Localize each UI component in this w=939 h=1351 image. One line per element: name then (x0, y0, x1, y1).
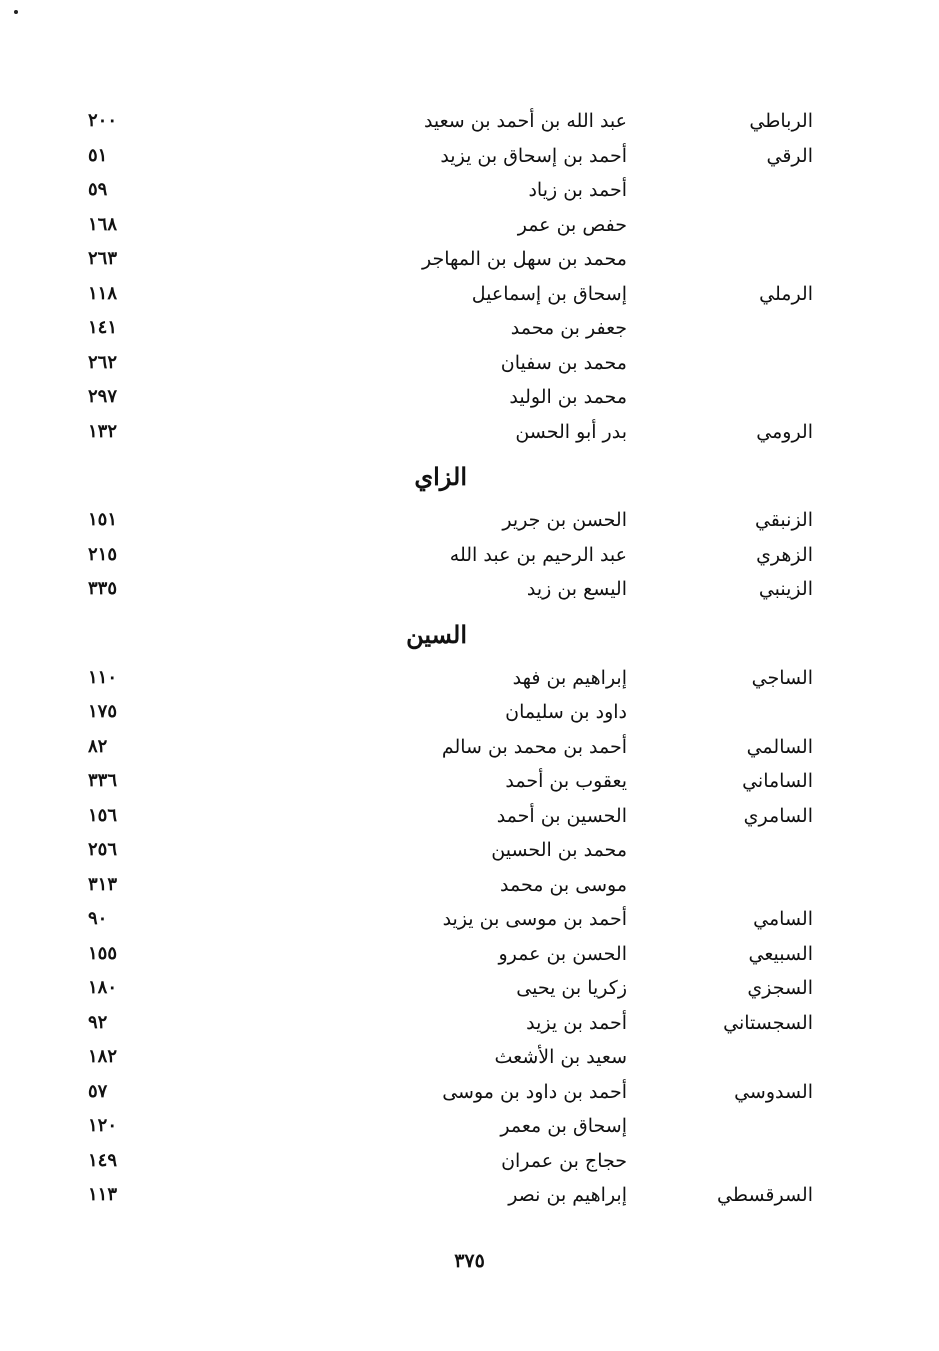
entry-name: عبد الله بن أحمد بن سعيد (423, 110, 627, 132)
entry-name: زكريا بن يحيى (516, 977, 627, 999)
entry-name: الحسين بن أحمد (496, 804, 627, 827)
entry-nisba: الساجي (751, 666, 813, 689)
entry-name: سعيد بن الأشعث (494, 1046, 627, 1068)
entry-page-ref: ١٥٥ (88, 942, 118, 964)
entry-nisba: الزينبي (758, 578, 813, 600)
entry-name: أحمد بن موسى بن يزيد (442, 908, 627, 930)
entry-nisba: الزهري (756, 543, 813, 566)
entry-nisba: الرومي (756, 420, 813, 443)
entry-name: محمد بن الحسين (491, 839, 627, 861)
entry-name: حجاج بن عمران (501, 1149, 627, 1172)
entry-page-ref: ١٦٨ (88, 213, 118, 235)
index-entry-row (0, 538, 939, 573)
entry-page-ref: ٢١٥ (88, 543, 118, 565)
index-entry-row (0, 173, 939, 208)
entry-page-ref: ٢٦٢ (88, 351, 118, 373)
entry-page-ref: ١٧٥ (88, 701, 118, 722)
entry-nisba: الساماني (742, 770, 813, 792)
entry-name: موسى بن محمد (500, 873, 627, 896)
index-entry-row (0, 661, 939, 696)
entry-page-ref: ٣٣٥ (88, 578, 118, 599)
entry-nisba: الزنبقي (754, 509, 813, 531)
entry-page-ref: ١٥٦ (88, 804, 118, 826)
index-entry-row (0, 1006, 939, 1041)
entry-name: جعفر بن محمد (510, 317, 627, 339)
index-entry-row (0, 380, 939, 415)
entry-name: حفص بن عمر (517, 213, 627, 236)
entry-nisba: السجزي (747, 977, 813, 999)
entry-page-ref: ١١٣ (88, 1184, 118, 1205)
entry-name: بدر أبو الحسن (515, 420, 627, 443)
index-entry-row (0, 1075, 939, 1110)
index-entry-row (0, 346, 939, 381)
entry-nisba: الرقي (766, 144, 813, 167)
entry-name: إسحاق بن معمر (500, 1115, 627, 1137)
section-heading-text: السين (406, 619, 467, 649)
index-page (0, 104, 939, 1213)
entry-page-ref: ٥٧ (88, 1080, 108, 1102)
entry-name: اليسع بن زيد (526, 578, 627, 600)
entry-nisba: السجستاني (723, 1011, 813, 1034)
section-heading-text: الزاي (414, 462, 467, 491)
entry-name: داود بن سليمان (505, 701, 627, 723)
entry-name: الحسن بن عمرو (498, 942, 627, 965)
index-entry-row (0, 277, 939, 312)
index-entry-row (0, 799, 939, 834)
entry-page-ref: ١١٨ (88, 282, 118, 304)
index-entry-row (0, 415, 939, 450)
corner-mark (14, 10, 18, 14)
entry-nisba: الرملي (759, 282, 813, 305)
entry-page-ref: ٩٢ (88, 1011, 108, 1033)
entry-name: أحمد بن إسحاق بن يزيد (440, 144, 627, 167)
entry-name: يعقوب بن أحمد (505, 770, 627, 792)
entry-page-ref: ١٨٢ (88, 1046, 118, 1067)
index-entry-row (0, 503, 939, 538)
entry-name: محمد بن سهل بن المهاجر (422, 248, 627, 270)
entry-name: محمد بن سفيان (500, 351, 627, 374)
entry-page-ref: ١٣٢ (88, 420, 118, 442)
entry-page-ref: ٢٠٠ (88, 110, 118, 131)
entry-page-ref: ٣١٣ (88, 873, 118, 895)
index-entry-row (0, 868, 939, 903)
entry-page-ref: ١٤٩ (88, 1149, 118, 1171)
index-entry-row (0, 1144, 939, 1179)
index-entry-row (0, 311, 939, 346)
index-entry-row (0, 833, 939, 868)
entry-page-ref: ٨٢ (88, 735, 108, 757)
entry-nisba: السالمي (746, 735, 813, 758)
entry-page-ref: ٣٣٦ (88, 770, 118, 791)
entry-nisba: السامري (743, 804, 813, 827)
index-entry-row (0, 104, 939, 139)
entry-page-ref: ٢٦٣ (88, 248, 118, 269)
entry-page-ref: ١١٠ (88, 666, 118, 688)
page-number: ٣٧٥ (454, 1250, 485, 1272)
index-entry-row (0, 937, 939, 972)
index-entry-row (0, 730, 939, 765)
index-entry-row (0, 764, 939, 799)
entry-nisba: السبيعي (748, 942, 813, 965)
entry-name: أحمد بن زياد (528, 179, 627, 201)
index-entry-row (0, 902, 939, 937)
index-entry-row (0, 1109, 939, 1144)
index-entry-row (0, 1178, 939, 1213)
index-entry-row (0, 242, 939, 277)
entry-page-ref: ٢٥٦ (88, 839, 118, 860)
entry-page-ref: ٥٩ (88, 179, 108, 200)
entry-name: أحمد بن داود بن موسى (442, 1080, 627, 1103)
entry-page-ref: ٩٠ (88, 908, 108, 929)
index-entry-row (0, 139, 939, 174)
entry-page-ref: ٢٩٧ (88, 386, 118, 407)
entry-name: محمد بن الوليد (509, 386, 627, 408)
entry-page-ref: ١٤١ (88, 317, 118, 338)
entry-nisba: السدوسي (734, 1080, 813, 1103)
entry-name: أحمد بن محمد بن سالم (441, 735, 627, 758)
entry-page-ref: ١٢٠ (88, 1115, 118, 1136)
entry-name: إبراهيم بن فهد (512, 666, 627, 689)
entry-page-ref: ١٨٠ (88, 977, 118, 998)
entry-name: عبد الرحيم بن عبد الله (449, 543, 627, 566)
entry-name: أحمد بن يزيد (526, 1011, 627, 1034)
entry-name: إبراهيم بن نصر (508, 1184, 627, 1206)
section-heading (0, 449, 939, 503)
entry-name: إسحاق بن إسماعيل (471, 282, 627, 305)
entry-nisba: السامي (753, 908, 813, 930)
entry-page-ref: ٥١ (88, 144, 108, 166)
section-heading (0, 607, 939, 661)
index-entry-row (0, 1040, 939, 1075)
index-entry-row (0, 572, 939, 607)
entry-nisba: السرقسطي (717, 1184, 813, 1206)
index-entry-row (0, 971, 939, 1006)
entry-page-ref: ١٥١ (88, 509, 118, 530)
entry-nisba: الرباطي (749, 110, 813, 132)
entry-name: الحسن بن جرير (502, 509, 627, 531)
index-entry-row (0, 695, 939, 730)
index-entry-row (0, 208, 939, 243)
